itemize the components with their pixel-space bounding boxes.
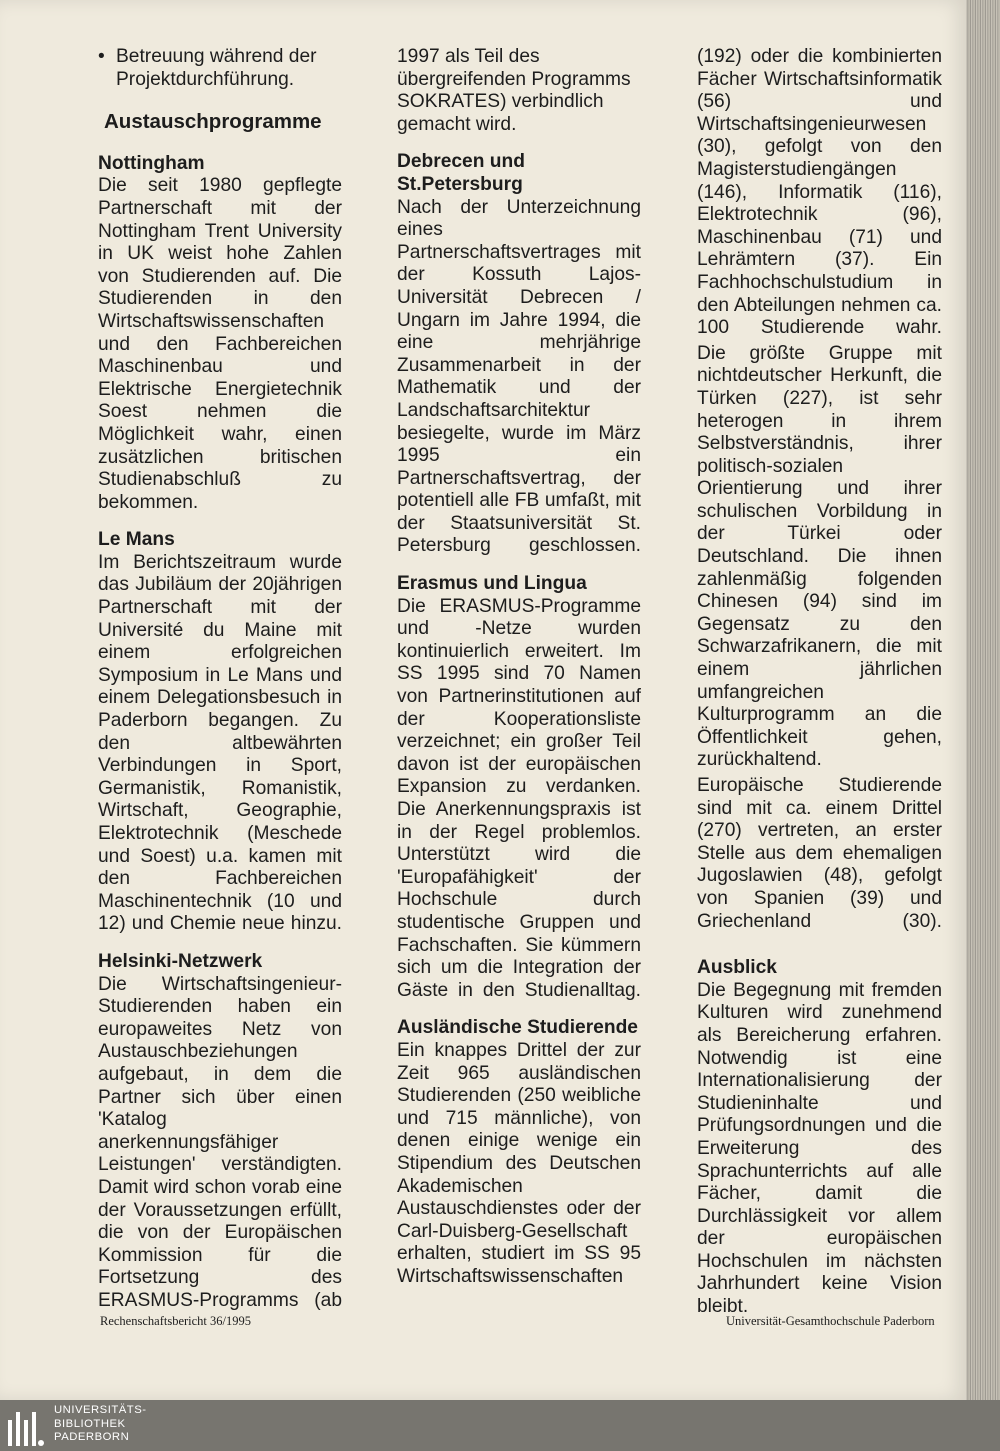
footer-left: Rechenschaftsbericht 36/1995	[100, 1314, 251, 1328]
library-name-line2: BIBLIOTHEK	[54, 1417, 126, 1430]
bullet-item	[98, 46, 342, 91]
column-right	[697, 46, 942, 1319]
body-tuerken: Die größte Gruppe mit nichtdeutscher Herkunft, die Türken (227), ist sehr heterogen in ihrem Selbstverständnis, ihrer politisch-sozialen Orientierung und ihrer schulischen Vorbildung in der Türkei oder Deutschland. Die ihnen zahlenmäßig folgenden Chinesen (94) sind im Gegensatz zu den Schwarzafrikanern, die mit einem jährlichen umfangreichen Kulturprogramm an die Öffentlichkeit gehen, zurückhaltend.	[697, 342, 942, 771]
body-continuation-sokrates: 1997 als Teil des übergreifenden Programms SOKRATES) verbindlich gemacht wird.	[397, 46, 631, 135]
body-debrecen: Nach der Unterzeichnung eines Partnerschaftsvertrages mit der Kossuth Lajos-Universität Debrecen / Ungarn im Jahre 1994, die eine mehrjährige Zusammenarbeit in der Mathematik und der Landschaftsarchitektur besiegelte, wurde im März 1995 ein Partnerschaftsvertrag, der potentiell alle FB umfaßt, mit der Staatsuniversität St. Petersburg geschlossen.	[397, 196, 641, 557]
body-ausblick: Die Begegnung mit fremden Kulturen wird zunehmend als Bereicherung erfahren. Notwendig ist eine Internationalisierung der Studieninhalte und Prüfungsordnungen und die Erweiterung des Sprachunterrichts auf alle Fächer, damit die Durchlässigkeit vor allem der europäischen Hochschulen im nächsten Jahrhundert keine Vision bleibt.	[697, 979, 942, 1318]
library-logo-icon	[6, 1406, 44, 1448]
heading-auslaendische: Ausländische Studierende	[397, 1017, 638, 1039]
column-middle	[397, 46, 641, 1288]
heading-debrecen: Debrecen und St.Petersburg	[397, 151, 525, 195]
body-auslaendische: Ein knappes Drittel der zur Zeit 965 ausländischen Studierenden (250 weibliche und 715 männliche), von denen einige wenige ein Stipendium des Deutschen Akademischen Austauschdienstes oder der Carl-Duisberg-Gesellschaft erhalten, studiert im SS 95 Wirtschaftswissenschaften	[397, 1039, 641, 1287]
page-edge-stack	[966, 0, 1000, 1400]
heading-nottingham: Nottingham	[98, 152, 205, 174]
body-continuation-studienfaecher: (192) oder die kombinierten Fächer Wirtschaftsinformatik (56) und Wirtschaftsingenieurwesen (30), gefolgt von den Magisterstudiengängen (146), Informatik (116), Elektrotechnik (96), Maschinenbau (71) und Lehrämtern (37). Ein Fachhochschulstudium in den Abteilungen nehmen ca. 100 Studierende wahr.	[697, 46, 942, 339]
bullet-text: Betreuung während der Projektdurchführung.	[116, 46, 317, 90]
body-helsinki: Die Wirtschaftsingenieur-Studierenden haben ein europaweites Netz von Austauschbeziehungen aufgebaut, in dem die Partner sich über einen 'Katalog anerkennungsfähiger Leistungen' verständigten. Damit wird schon vorab eine der Voraussetzungen erfüllt, die von der Europäischen Kommission für die Fortsetzung des ERASMUS-Programms (ab	[98, 973, 342, 1311]
heading-ausblick: Ausblick	[697, 957, 777, 979]
bullet-icon: •	[98, 46, 105, 67]
section-heading-austauschprogramme: Austauschprogramme	[104, 110, 322, 134]
library-name	[54, 1404, 147, 1445]
library-name-line1: UNIVERSITÄTS-	[54, 1404, 147, 1416]
footer-right: Universität-Gesamthochschule Paderborn	[726, 1314, 935, 1328]
body-erasmus: Die ERASMUS-Programme und -Netze wurden kontinuierlich erweitert. Im SS 1995 sind 70 Namen von Partnerinstitutionen auf der Kooperationsliste verzeichnet; ein großer Teil davon ist der europäischen Expansion zu verdanken. Die Anerkennungspraxis ist in der Regel problemlos. Unterstützt wird die 'Europafähigkeit' der Hochschule durch studentische Gruppen und Fachschaften. Sie kümmern sich um die Integration der Gäste in den Studienalltag.	[397, 595, 641, 1001]
body-lemans: Im Berichtszeitraum wurde das Jubiläum der 20jährigen Partnerschaft mit der Université du Maine mit einem erfolgreichen Symposium in Le Mans und einem Delegationsbesuch in Paderborn begangen. Zu den altbewährten Verbindungen in Sport, Germanistik, Romanistik, Wirtschaft, Geographie, Elektrotechnik (Meschede und Soest) u.a. kamen mit den Fachbereichen Maschinentechnik (10 und 12) und Chemie neue hinzu.	[98, 551, 342, 935]
column-left	[98, 46, 342, 1312]
body-europaeische: Europäische Studierende sind mit ca. einem Drittel (270) vertreten, an erster Stelle aus dem ehemaligen Jugoslawien (48), gefolgt von Spanien (39) und Griechenland (30).	[697, 775, 942, 932]
body-nottingham: Die seit 1980 gepflegte Partnerschaft mit der Nottingham Trent University in UK weist hohe Zahlen von Studierenden auf. Die Studierenden in den Wirtschaftswissenschaften und den Fachbereichen Maschinenbau und Elektrische Energietechnik Soest nehmen die Möglichkeit wahr, einen zusätzlichen britischen Studienabschluß zu bekommen.	[98, 175, 342, 513]
library-name-line3: PADERBORN	[54, 1431, 130, 1444]
heading-helsinki: Helsinki-Netzwerk	[98, 950, 263, 972]
heading-erasmus: Erasmus und Lingua	[397, 573, 587, 595]
library-footer-bar	[0, 1400, 1000, 1451]
heading-lemans: Le Mans	[98, 529, 175, 551]
